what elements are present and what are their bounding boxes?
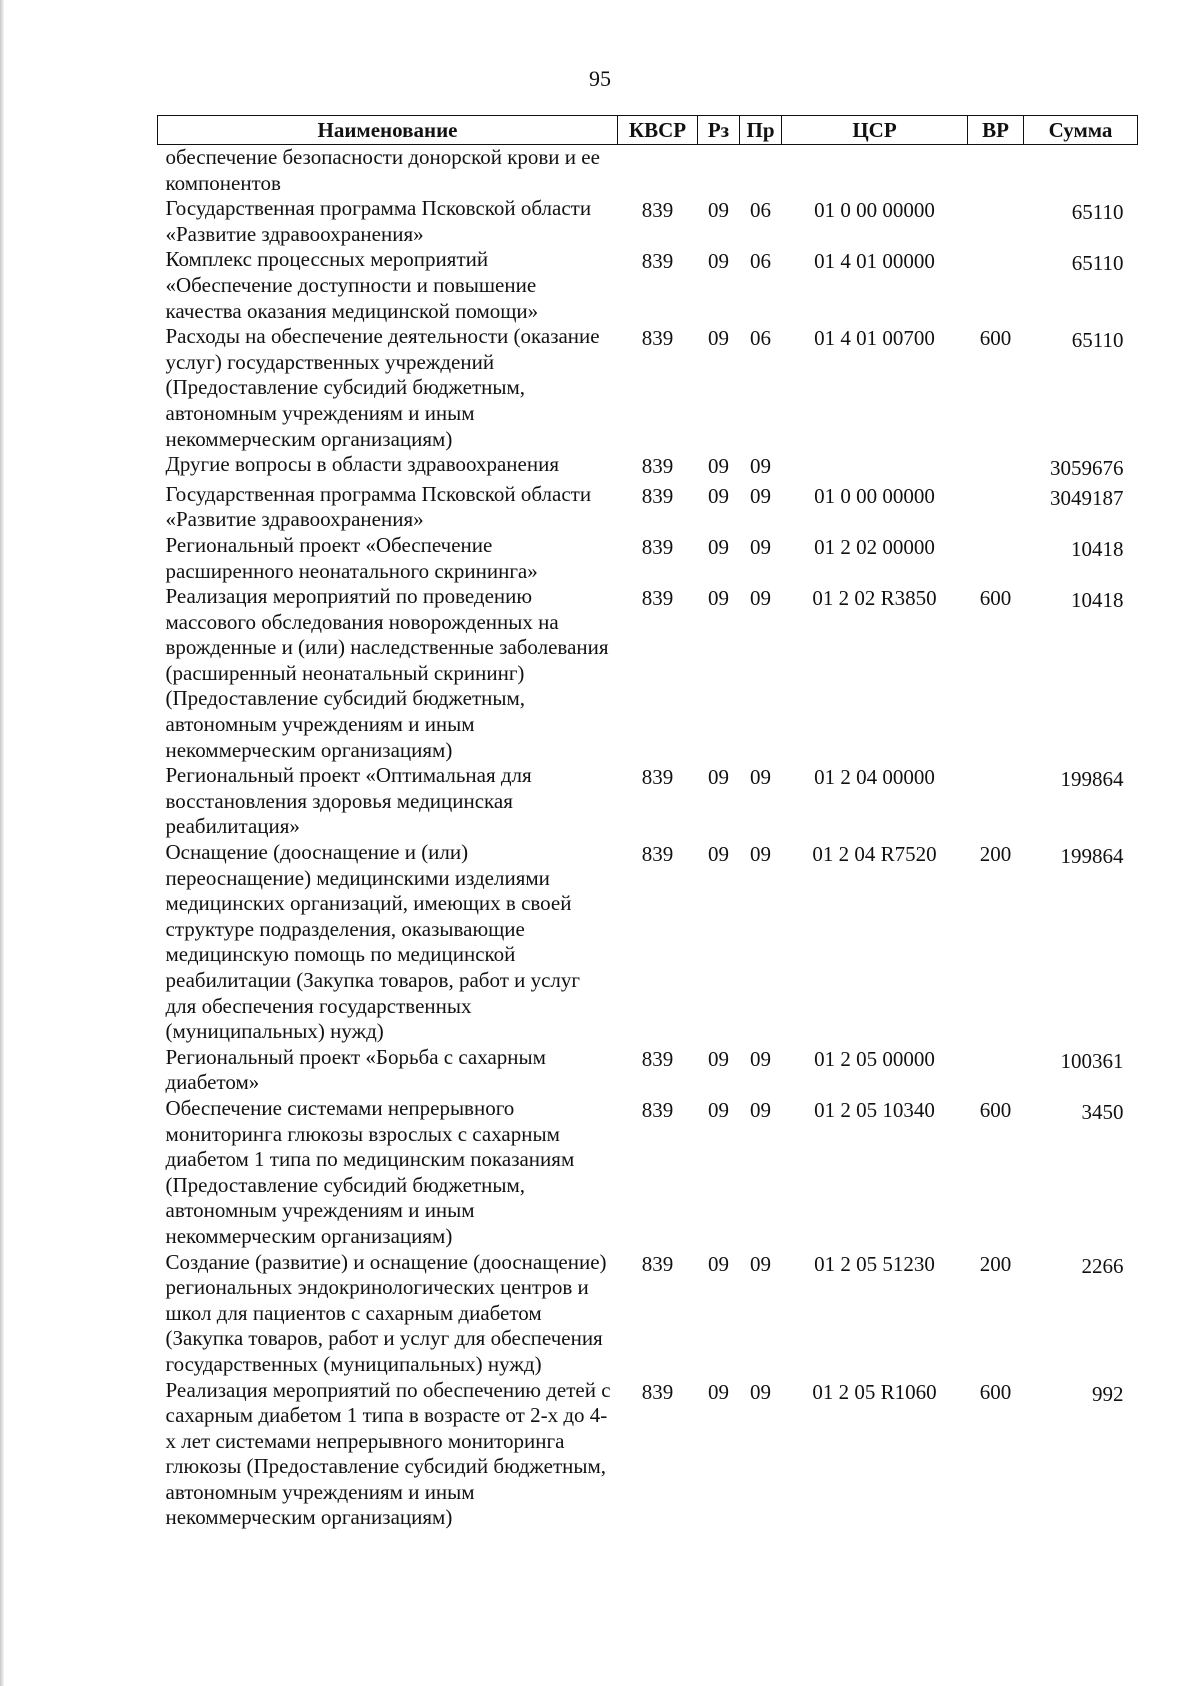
row-rz-cell: 09 — [708, 1251, 729, 1276]
row-sum-cell — [1024, 145, 1138, 197]
row-sum-cell: 65110 — [1071, 328, 1124, 353]
row-vr-cell — [968, 145, 1024, 197]
row-kvsr-cell: 839 — [641, 765, 674, 790]
row-pr-cell: 06 — [750, 326, 771, 351]
row-kvsr-cell: 839 — [641, 842, 674, 867]
row-csr-cell: 01 2 05 51230 — [814, 1251, 935, 1276]
row-rz-cell: 09 — [708, 326, 729, 351]
row-rz-cell: 09 — [708, 483, 729, 508]
scan-edge — [0, 0, 4, 1686]
row-vr-cell — [968, 482, 1024, 533]
row-name-cell: Другие вопросы в области здравоохранения — [165, 452, 559, 477]
row-kvsr-cell: 839 — [641, 454, 674, 479]
row-sum-cell: 199864 — [1060, 844, 1124, 869]
row-csr-cell: 01 2 05 00000 — [814, 1046, 935, 1071]
row-csr-cell: 01 2 02 00000 — [814, 534, 935, 559]
row-name-cell: Создание (развитие) и оснащение (дооснащение) региональных эндокринологических центров и школ для пациентов с сахарным диабетом (Закупка товаров, работ и услуг для обеспечения государственных (муниципальных) нужд) — [165, 1249, 607, 1376]
row-sum-cell: 199864 — [1060, 767, 1124, 792]
row-vr-cell: 600 — [979, 1097, 1012, 1122]
budget-table — [157, 115, 1138, 1531]
table-row — [158, 1096, 1138, 1250]
row-kvsr-cell: 839 — [641, 1251, 674, 1276]
row-pr-cell: 06 — [750, 198, 771, 223]
row-csr-cell: 01 2 05 10340 — [814, 1097, 935, 1122]
table-row — [158, 1378, 1138, 1532]
table-row — [158, 196, 1138, 247]
row-rz-cell: 09 — [708, 586, 729, 611]
row-sum-cell: 2266 — [1081, 1253, 1124, 1278]
page-number: 95 — [589, 66, 611, 91]
row-kvsr-cell: 839 — [641, 198, 674, 223]
row-csr-cell: 01 2 02 R3850 — [812, 586, 937, 611]
table-row — [158, 763, 1138, 840]
row-name-cell: Государственная программа Псковской области «Развитие здравоохранения» — [165, 481, 592, 532]
row-name-cell: Региональный проект «Обеспечение расширенного неонатального скрининга» — [165, 532, 538, 583]
table-row — [158, 1250, 1138, 1378]
row-sum-cell: 3059676 — [1050, 456, 1124, 481]
row-pr-cell: 06 — [750, 249, 771, 274]
row-name-cell: Комплекс процессных мероприятий «Обеспечение доступности и повышение качества оказания медицинской помощи» — [165, 247, 539, 323]
row-sum-cell: 3049187 — [1050, 485, 1124, 510]
table-header — [158, 116, 1138, 145]
row-pr-cell: 09 — [750, 454, 771, 479]
row-pr-cell: 09 — [750, 1046, 771, 1071]
row-rz-cell: 09 — [708, 249, 729, 274]
row-name-cell: Реализация мероприятий по проведению массового обследования новорожденных на врожденные и (или) наследственные заболевания (расширенный неонатальный скрининг) (Предоставление субсидий бюджетным, автономным учреждениям и иным некоммерческим организациям) — [165, 584, 609, 762]
row-csr-cell: 01 0 00 00000 — [814, 198, 935, 223]
row-pr-cell: 09 — [750, 1251, 771, 1276]
row-vr-cell — [968, 533, 1024, 584]
row-name-cell: Региональный проект «Оптимальная для восстановления здоровья медицинская реабилитация» — [165, 763, 532, 839]
row-rz-cell: 09 — [708, 534, 729, 559]
row-pr-cell: 09 — [750, 586, 771, 611]
table-row — [158, 324, 1138, 452]
row-csr-cell: 01 2 04 R7520 — [812, 842, 937, 867]
table-row — [158, 145, 1138, 197]
row-kvsr-cell: 839 — [641, 326, 674, 351]
row-rz-cell: 09 — [708, 1379, 729, 1404]
row-rz-cell: 09 — [708, 765, 729, 790]
row-vr-cell: 200 — [979, 842, 1012, 867]
column-header-rz: Рз — [698, 116, 740, 145]
row-kvsr-cell: 839 — [641, 1046, 674, 1071]
row-vr-cell — [968, 452, 1024, 482]
row-rz-cell: 09 — [708, 1097, 729, 1122]
row-kvsr-cell: 839 — [641, 1379, 674, 1404]
row-kvsr-cell: 839 — [641, 534, 674, 559]
row-csr-cell: 01 0 00 00000 — [814, 483, 935, 508]
row-kvsr-cell — [618, 145, 698, 197]
row-sum-cell: 3450 — [1081, 1099, 1124, 1124]
row-name-cell: Обеспечение системами непрерывного мониторинга глюкозы взрослых с сахарным диабетом 1 типа по медицинским показаниям (Предоставление субсидий бюджетным, автономным учреждениям и иным некоммерческим организациям) — [165, 1095, 575, 1248]
column-header-sum: Сумма — [1024, 116, 1138, 145]
row-vr-cell: 200 — [979, 1251, 1012, 1276]
row-name-cell: Государственная программа Псковской области «Развитие здравоохранения» — [165, 196, 592, 246]
row-vr-cell — [968, 247, 1024, 324]
column-header-vr: ВР — [968, 116, 1024, 145]
row-kvsr-cell: 839 — [641, 1097, 674, 1122]
row-name-cell: Оснащение (дооснащение и (или) переоснащение) медицинскими изделиями медицинских организаций, имеющих в своей структуре подразделения, оказывающие медицинскую помощь по медицинской реабилитации (Закупка товаров, работ и услуг для обеспечения государственных (муниципальных) нужд) — [165, 840, 581, 1044]
row-csr-cell: 01 2 04 00000 — [814, 765, 935, 790]
row-csr-cell: 01 2 05 R1060 — [812, 1379, 937, 1404]
row-csr-cell: 01 4 01 00000 — [814, 249, 935, 274]
row-sum-cell: 100361 — [1060, 1048, 1124, 1073]
row-pr-cell: 09 — [750, 483, 771, 508]
table-row — [158, 482, 1138, 533]
row-name-cell: обеспечение безопасности донорской крови и ее компонентов — [165, 145, 600, 195]
row-rz-cell: 09 — [708, 454, 729, 479]
row-pr-cell — [740, 145, 782, 197]
row-pr-cell: 09 — [750, 534, 771, 559]
table-row — [158, 584, 1138, 763]
column-header-name: Наименование — [158, 116, 618, 145]
column-header-kvsr: КВСР — [618, 116, 698, 145]
row-pr-cell: 09 — [750, 765, 771, 790]
row-vr-cell: 600 — [979, 326, 1012, 351]
row-name-cell: Расходы на обеспечение деятельности (оказание услуг) государственных учреждений (Предоставление субсидий бюджетным, автономным учреждениям и иным некоммерческим организациям) — [165, 324, 600, 451]
row-sum-cell: 992 — [1092, 1381, 1124, 1406]
row-csr-cell — [782, 145, 968, 197]
row-name-cell: Реализация мероприятий по обеспечению детей с сахарным диабетом 1 типа в возрасте от 2-х до 4-х лет системами непрерывного мониторинга глюкозы (Предоставление субсидий бюджетным, автономным учреждениям и иным некоммерческим организациям) — [165, 1377, 611, 1530]
column-header-pr: Пр — [740, 116, 782, 145]
row-rz-cell: 09 — [708, 842, 729, 867]
row-vr-cell: 600 — [979, 1379, 1012, 1404]
row-kvsr-cell: 839 — [641, 586, 674, 611]
row-rz-cell — [698, 145, 740, 197]
table-row — [158, 452, 1138, 482]
row-kvsr-cell: 839 — [641, 483, 674, 508]
row-name-cell: Региональный проект «Борьба с сахарным диабетом» — [165, 1044, 546, 1095]
row-rz-cell: 09 — [708, 198, 729, 223]
table-row — [158, 840, 1138, 1045]
table-row — [158, 247, 1138, 324]
row-sum-cell: 65110 — [1071, 251, 1124, 276]
column-header-csr: ЦСР — [782, 116, 968, 145]
row-kvsr-cell: 839 — [641, 249, 674, 274]
row-pr-cell: 09 — [750, 1379, 771, 1404]
row-sum-cell: 10418 — [1071, 536, 1124, 561]
row-vr-cell — [968, 196, 1024, 247]
row-csr-cell: 01 4 01 00700 — [814, 326, 935, 351]
row-vr-cell — [968, 763, 1024, 840]
table-body — [158, 145, 1138, 1532]
row-sum-cell: 65110 — [1071, 200, 1124, 225]
row-sum-cell: 10418 — [1071, 588, 1124, 613]
row-vr-cell: 600 — [979, 586, 1012, 611]
table-row — [158, 533, 1138, 584]
row-csr-cell — [782, 452, 968, 482]
table-row — [158, 1045, 1138, 1096]
row-vr-cell — [968, 1045, 1024, 1096]
row-rz-cell: 09 — [708, 1046, 729, 1071]
row-pr-cell: 09 — [750, 1097, 771, 1122]
row-pr-cell: 09 — [750, 842, 771, 867]
